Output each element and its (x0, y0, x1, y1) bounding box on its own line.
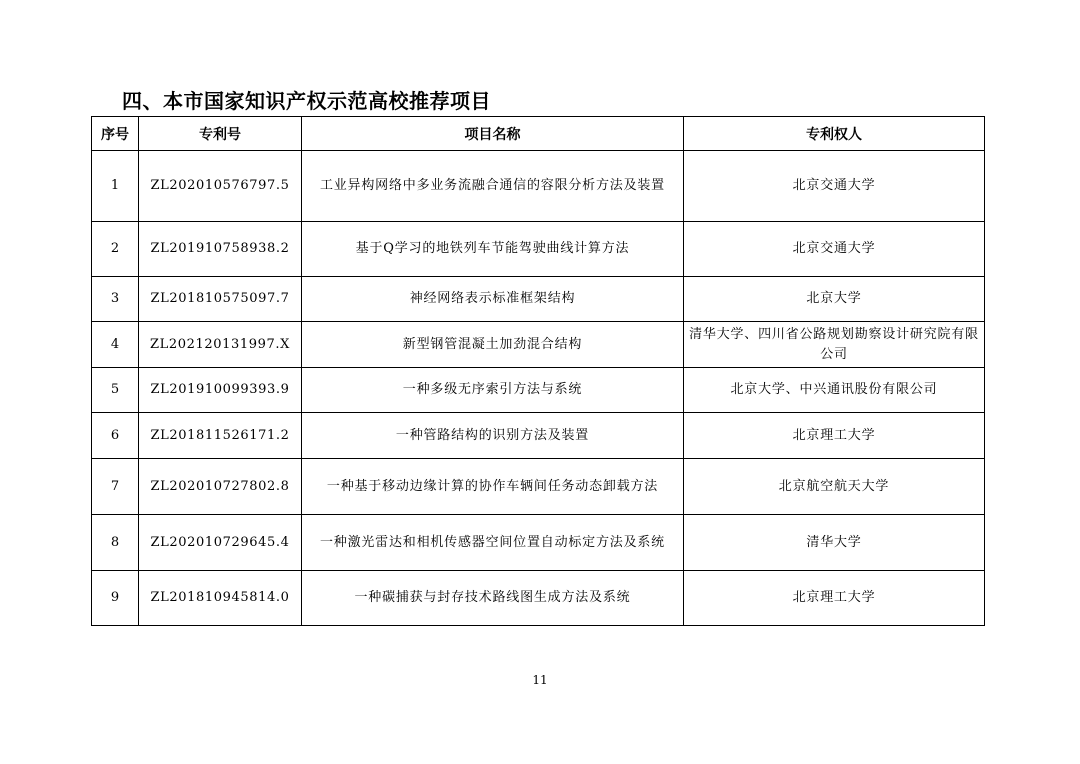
row-patentee: 清华大学 (684, 515, 985, 571)
header-patent-no: 专利号 (139, 117, 302, 151)
row-project-name: 神经网络表示标准框架结构 (302, 277, 684, 322)
header-patentee: 专利权人 (684, 117, 985, 151)
row-project-name: 基于Q学习的地铁列车节能驾驶曲线计算方法 (302, 222, 684, 277)
table-row (92, 151, 985, 222)
row-project-name: 工业异构网络中多业务流融合通信的容限分析方法及装置 (302, 151, 684, 222)
row-project-name: 一种管路结构的识别方法及装置 (302, 413, 684, 459)
row-patentee: 北京理工大学 (684, 413, 985, 459)
row-project-name: 新型钢管混凝土加劲混合结构 (302, 322, 684, 368)
row-patentee: 北京交通大学 (684, 222, 985, 277)
row-patent-no: ZL202010727802.8 (139, 459, 302, 515)
row-patentee: 北京大学、中兴通讯股份有限公司 (684, 368, 985, 413)
row-patent-no: ZL201810575097.7 (139, 277, 302, 322)
header-no: 序号 (92, 117, 139, 151)
row-no: 9 (92, 571, 139, 626)
table-header-row (92, 117, 985, 151)
row-no: 8 (92, 515, 139, 571)
table-row (92, 368, 985, 413)
row-patent-no: ZL202010576797.5 (139, 151, 302, 222)
row-patentee: 北京航空航天大学 (684, 459, 985, 515)
table-row (92, 413, 985, 459)
row-patent-no: ZL202010729645.4 (139, 515, 302, 571)
row-project-name: 一种激光雷达和相机传感器空间位置自动标定方法及系统 (302, 515, 684, 571)
row-patent-no: ZL201810945814.0 (139, 571, 302, 626)
row-patentee: 清华大学、四川省公路规划勘察设计研究院有限公司 (684, 322, 985, 368)
table-row (92, 277, 985, 322)
page-number: 11 (532, 673, 548, 687)
row-patent-no: ZL201811526171.2 (139, 413, 302, 459)
row-no: 7 (92, 459, 139, 515)
header-project-name: 项目名称 (302, 117, 684, 151)
row-project-name: 一种碳捕获与封存技术路线图生成方法及系统 (302, 571, 684, 626)
row-no: 3 (92, 277, 139, 322)
row-project-name: 一种多级无序索引方法与系统 (302, 368, 684, 413)
table-row (92, 222, 985, 277)
table-row (92, 322, 985, 368)
row-no: 4 (92, 322, 139, 368)
row-no: 5 (92, 368, 139, 413)
row-no: 1 (92, 151, 139, 222)
row-project-name: 一种基于移动边缘计算的协作车辆间任务动态卸载方法 (302, 459, 684, 515)
row-patent-no: ZL202120131997.X (139, 322, 302, 368)
row-patentee: 北京交通大学 (684, 151, 985, 222)
row-patentee: 北京大学 (684, 277, 985, 322)
table-row (92, 515, 985, 571)
row-no: 2 (92, 222, 139, 277)
row-no: 6 (92, 413, 139, 459)
row-patent-no: ZL201910099393.9 (139, 368, 302, 413)
patent-table (91, 116, 985, 626)
table-row (92, 571, 985, 626)
table-row (92, 459, 985, 515)
row-patent-no: ZL201910758938.2 (139, 222, 302, 277)
section-title: 四、本市国家知识产权示范高校推荐项目 (122, 89, 491, 113)
row-patentee: 北京理工大学 (684, 571, 985, 626)
